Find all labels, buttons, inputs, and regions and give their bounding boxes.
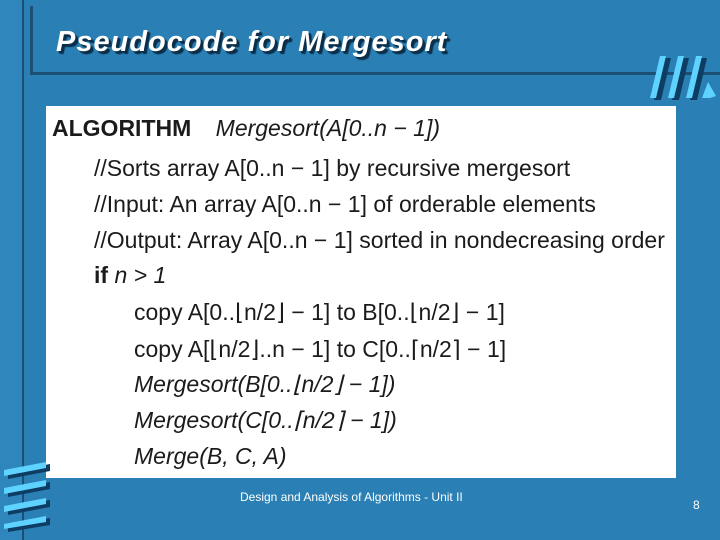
comment-sorts-line: //Sorts array A[0..n − 1] by recursive mergesort: [94, 155, 571, 181]
page-number: 8: [693, 498, 700, 512]
merge-call-line: Merge(B, C, A): [134, 443, 287, 469]
slide-title: Pseudocode for Mergesort: [56, 26, 448, 58]
if-keyword: if: [94, 262, 109, 288]
algorithm-header: [52, 114, 440, 142]
if-statement-line: [94, 261, 166, 289]
algorithm-keyword: ALGORITHM: [52, 115, 192, 141]
stripes-logo-icon: [2, 462, 52, 532]
mergesort-b-call-line: Mergesort(B[0..⌊n/2⌋ − 1]): [134, 371, 396, 397]
comment-input-line: //Input: An array A[0..n − 1] of orderable elements: [94, 191, 596, 217]
left-border-bar: [0, 0, 24, 540]
algorithm-signature: Mergesort(A[0..n − 1]): [215, 115, 440, 141]
slide-footer: Design and Analysis of Algorithms - Unit II: [240, 490, 463, 504]
copy-second-half-line: copy A[⌊n/2⌋..n − 1] to C[0..⌈n/2⌉ − 1]: [134, 336, 507, 362]
university-logo-icon: [640, 56, 716, 100]
copy-first-half-line: copy A[0..⌊n/2⌋ − 1] to B[0..⌊n/2⌋ − 1]: [134, 299, 505, 325]
comment-output-line: //Output: Array A[0..n − 1] sorted in nondecreasing order: [94, 227, 665, 253]
if-condition: n > 1: [114, 262, 167, 288]
algorithm-panel: [46, 106, 676, 478]
mergesort-c-call-line: Mergesort(C[0..⌈n/2⌉ − 1]): [134, 407, 397, 433]
